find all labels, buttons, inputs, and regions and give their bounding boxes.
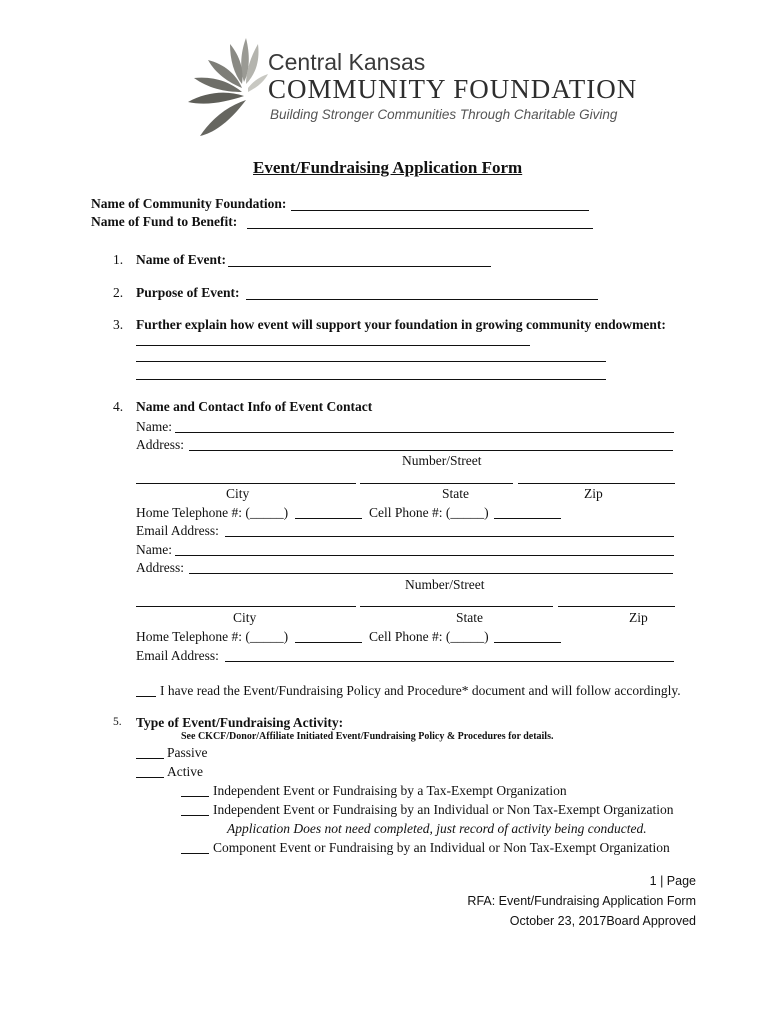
contact2-zip-field[interactable] [558,606,675,607]
explain-line-1[interactable] [136,345,530,346]
contact1-city-label: City [226,486,250,501]
contact1-zip-field[interactable] [518,483,675,484]
explain-line-3[interactable] [136,379,606,380]
policy-ack-checkline[interactable] [136,696,156,697]
q1-label: Name of Event: [136,252,226,267]
contact1-home-phone-field[interactable] [295,518,362,519]
contact2-cell-phone-field[interactable] [494,642,561,643]
contact1-address-field[interactable] [189,450,673,451]
opt2-label: Independent Event or Fundraising by an Individual or Non Tax-Exempt Organization [213,802,674,817]
contact1-name-label: Name: [136,419,172,434]
contact2-number-street-label: Number/Street [405,577,485,592]
contact2-email-label: Email Address: [136,648,219,663]
contact2-cell-phone-label: Cell Phone #: (_____) [369,629,489,644]
contact1-address-label: Address: [136,437,184,452]
opt2-checkline[interactable] [181,815,209,816]
q5-note: See CKCF/Donor/Affiliate Initiated Event/Fundraising Policy & Procedures for details. [181,731,554,742]
contact2-home-phone-field[interactable] [295,642,362,643]
org-name-line2: COMMUNITY FOUNDATION [268,74,638,104]
q2-number: 2. [113,285,124,300]
active-checkline[interactable] [136,777,164,778]
contact1-name-field[interactable] [175,432,674,433]
q4-label: Name and Contact Info of Event Contact [136,399,373,414]
contact2-address-field[interactable] [189,573,673,574]
contact1-email-label: Email Address: [136,523,219,538]
org-tagline: Building Stronger Communities Through Charitable Giving [270,107,618,122]
event-name-field[interactable] [228,266,491,267]
contact2-city-label: City [233,610,257,625]
q2-label: Purpose of Event: [136,285,240,300]
contact1-email-field[interactable] [225,536,674,537]
contact1-cell-phone-field[interactable] [494,518,561,519]
policy-ack-text: I have read the Event/Fundraising Policy and Procedure* document and will follow accordingly. [160,683,681,698]
q5-number: 5. [113,716,122,728]
contact2-name-label: Name: [136,542,172,557]
q5-label: Type of Event/Fundraising Activity: [136,715,344,730]
contact2-zip-label: Zip [629,610,648,625]
q1-number: 1. [113,252,124,267]
contact1-number-street-label: Number/Street [402,453,482,468]
contact2-home-phone-label: Home Telephone #: (_____) [136,629,289,644]
footer-page-number: 1 | Page [649,874,696,888]
opt3-label: Component Event or Fundraising by an Individual or Non Tax-Exempt Organization [213,840,670,855]
event-purpose-field[interactable] [246,299,598,300]
org-name-line1: Central Kansas [268,49,426,75]
contact1-home-phone-label: Home Telephone #: (_____) [136,505,289,520]
passive-label: Passive [167,745,208,760]
q3-number: 3. [113,317,124,332]
q3-label: Further explain how event will support your foundation in growing community endowment: [136,317,666,332]
opt1-checkline[interactable] [181,796,209,797]
q4-number: 4. [113,399,124,414]
explain-line-2[interactable] [136,361,606,362]
contact1-cell-phone-label: Cell Phone #: (_____) [369,505,489,520]
active-label: Active [167,764,203,779]
foundation-name-field[interactable] [291,210,589,211]
passive-checkline[interactable] [136,758,164,759]
footer-approval-date: October 23, 2017Board Approved [509,914,696,928]
contact2-email-field[interactable] [225,661,674,662]
fund-name-label: Name of Fund to Benefit: [91,214,238,229]
contact2-name-field[interactable] [175,555,674,556]
contact1-zip-label: Zip [584,486,603,501]
contact2-city-field[interactable] [136,606,356,607]
opt2-note: Application Does not need completed, just record of activity being conducted. [227,821,647,836]
opt3-checkline[interactable] [181,853,209,854]
form-title: Event/Fundraising Application Form [253,158,523,177]
footer-doc-title: RFA: Event/Fundraising Application Form [467,894,696,908]
fund-name-field[interactable] [247,228,593,229]
contact1-city-field[interactable] [136,483,356,484]
contact1-state-label: State [442,486,469,501]
foundation-name-label: Name of Community Foundation: [91,196,287,211]
foundation-logo-icon [188,36,268,142]
contact2-state-label: State [456,610,483,625]
contact1-state-field[interactable] [360,483,513,484]
opt1-label: Independent Event or Fundraising by a Tax-Exempt Organization [213,783,567,798]
contact2-address-label: Address: [136,560,184,575]
contact2-state-field[interactable] [360,606,553,607]
